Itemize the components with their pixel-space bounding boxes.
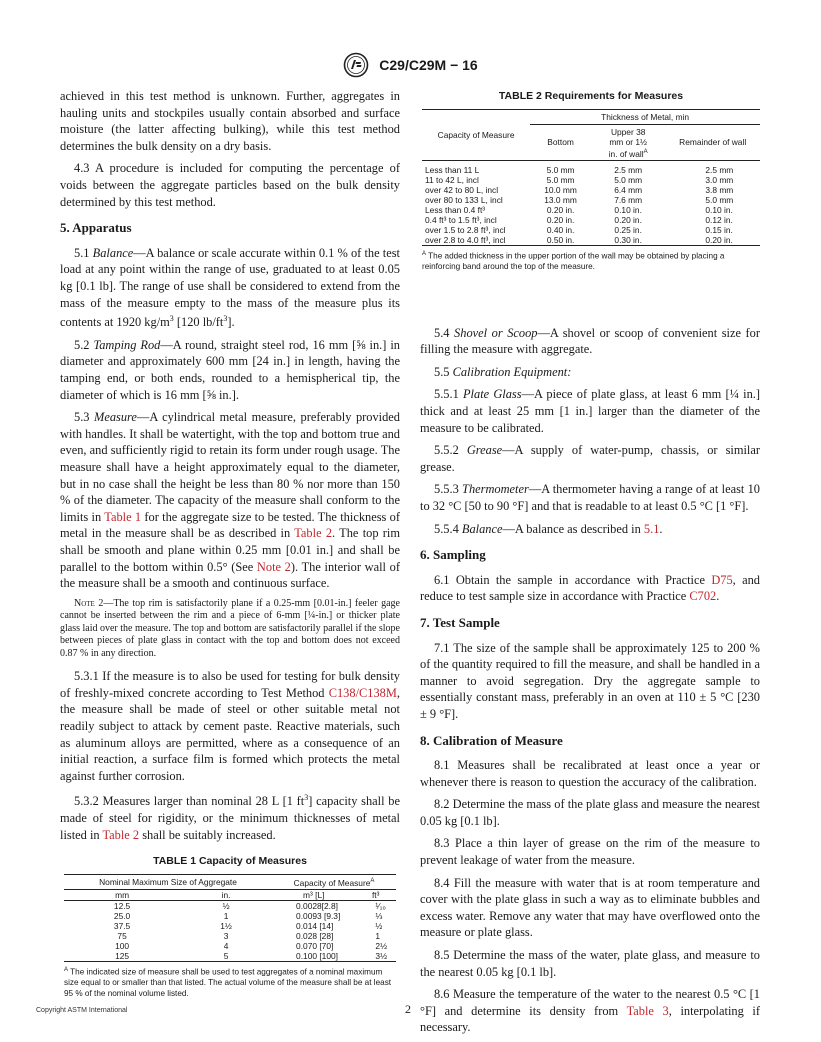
copyright-footer: Copyright ASTM International [36,1007,128,1014]
table-1-header-nominal: Nominal Maximum Size of Aggregate [64,874,272,889]
table-2-footnote: $^A$ The added thickness in the upper portion of the wall may be obtained by placing a reinforcing band around the top of the measure. [422,250,725,272]
paragraph-5-5-3: 5.5.3 Thermometer—A thermometer having a range of at least 10 to 32 °C [50 to 90 °F] and that is readable to at least 0.5 °C [1 °F]. [420,482,760,513]
table-2-header-remainder: Remainder of wall [679,137,747,148]
table-row: 37.5 1½ 0.014 [14] ½ [113,920,383,931]
note-2: Note 2—The top rim is satisfactorily plane if a 0.25-mm [0.01-in.] feeler gage cannot be inserted between the rim and a piece of 6-mm [¼-in.] or thicker plate glass laid over the measure. The top and bottom are satisfactorily parallel if the slope between pieces of plate glass in contact with the top and bottom does not exceed 0.87 % in any direction. [60,597,400,659]
paragraph-6-1: 6.1 Obtain the sample in accordance with Practice D75, and reduce to test sample size in accordance with Practice C702. [420,572,760,604]
table-row: 11 to 42 L, incl 5.0 mm 5.0 mm 3.0 mm [425,174,734,185]
paragraph-8-1: 8.1 Measures shall be recalibrated at least once a year or whenever there is reason to question the accuracy of the calibration. [420,758,760,789]
paragraph-4-2-continued: achieved in this test method is unknown. Further, aggregates in hauling units and stockpiles usually contain absorbed and surface moisture (the latter affecting bulking), while this test method determines the bulk density on a dry basis. [60,89,400,153]
table-3-link[interactable]: Table 3 [626,1003,669,1018]
table-1-footnote: $^A$ The indicated size of measure shall be used to test aggregates of a nominal maximum size equal to or smaller than that listed. The actual volume of the measure shall be at least 95 % of the nominal volume listed. [64,966,392,998]
page-header [0,52,821,78]
table-row: Less than 11 L 5.0 mm 2.5 mm 2.5 mm [425,164,734,175]
table-row: 75 3 0.028 [28] 1 [117,930,381,941]
table-2-link-2[interactable]: Table 2 [102,827,140,842]
page-number: 2 [405,1002,411,1016]
section-5-heading: 5. Apparatus [60,220,132,236]
paragraph-5-5-2: 5.5.2 Grease—A supply of water-pump, chassis, or similar grease. [420,443,760,474]
table-1-title: TABLE 1 Capacity of Measures [153,855,307,868]
table-row: 0.4 ft³ to 1.5 ft³, incl 0.20 in. 0.20 in. 0.12 in. [425,214,733,225]
table-1-header-capacity: Capacity of Measure$^A$ [272,874,396,889]
paragraph-5-4: 5.4 Shovel or Scoop—A shovel or scoop of convenient size for filling the measure with aggregate. [420,325,760,357]
paragraph-8-2: 8.2 Determine the mass of the plate glass and measure the nearest 0.05 kg [0.1 lb]. [420,797,760,828]
table-row: over 80 to 133 L, incl 13.0 mm 7.6 mm 5.0 mm [425,194,734,205]
table-row: over 42 to 80 L, incl 10.0 mm 6.4 mm 3.8 mm [425,184,734,195]
table-2-header-capacity: Capacity of Measure [422,109,530,161]
table-2-header-bottom: Bottom [547,137,574,148]
paragraph-5-2: 5.2 Tamping Rod—A round, straight steel rod, 16 mm [⅝ in.] in diameter and approximately 600 mm [24 in.] in length, having the tamping end, or both ends, rounded to a hemispherical tip, the diameter of which is 16 mm [⅝ in.]. [60,337,400,402]
paragraph-8-6: 8.6 Measure the temperature of the water to the nearest 0.5 °C [1 °F] and determine its density from Table 3, interpolating if necessary. [420,987,760,1035]
table-row: 125 5 0.100 [100] 3½ [64,951,396,962]
paragraph-8-3: 8.3 Place a thin layer of grease on the rim of the measure to prevent leakage of water from the measure. [420,836,760,868]
note-2-link[interactable]: Note 2 [256,559,291,574]
table-row: over 1.5 to 2.8 ft³, incl 0.40 in. 0.25 in. 0.15 in. [425,224,733,235]
table-2-link[interactable]: Table 2 [294,526,333,541]
table-2-title: TABLE 2 Requirements for Measures [498,90,684,102]
paragraph-5-5-1: 5.5.1 Plate Glass—A piece of plate glass, at least 6 mm [¼ in.] thick and at least 25 mm [1 in.] larger than the diameter of the measure to be calibrated. [420,387,760,435]
standard-designation: C29/C29M − 16 [379,57,478,73]
paragraph-8-5: 8.5 Determine the mass of the water, plate glass, and measure to the nearest 0.05 kg [0.1 lb]. [420,948,760,979]
section-5-1-link[interactable]: 5.1 [643,521,660,536]
right-column [420,88,760,1042]
section-6-heading: 6. Sampling [420,547,486,563]
table-1-link[interactable]: Table 1 [104,509,142,524]
c138-link[interactable]: C138/C138M [328,685,397,700]
c702-link[interactable]: C702 [689,589,717,604]
table-row: 12.5 ½ 0.0028[2.8] ¹⁄₁₀ [113,900,386,911]
section-7-heading: 7. Test Sample [420,614,500,630]
paragraph-5-3: 5.3 Measure—A cylindrical metal measure, preferably provided with handles. It shall be watertight, with the top and bottom true and even, and sufficiently rigid to retain its form under rough usage. The measure shall have a height approximately equal to the diameter, but in no case shall the height be less than 80 % nor more than 150 % of the diameter. The capacity of the measure shall conform to the limits in Table 1 for the aggregate size to be tested. The thickness of metal in the measure shall be as described in Table 2. The top rim shall be smooth and plane within 0.25 mm [0.01 in.] and shall be parallel to the bottom within 0.5° (See Note 2). The interior wall of the measure shall be a smooth and continuous surface. [60,410,400,591]
astm-logo-icon [343,52,369,78]
paragraph-5-3-2: 5.3.2 Measures larger than nominal 28 L [1 $ft^3$] capacity shall be made of steel for rigidity, or the minimum thicknesses of metal listed in Table 2 shall be suitably increased. [60,793,400,842]
table-1-units-row: mm in. m³ [L] ft³ [64,889,396,900]
table-row: 100 4 0.070 [70] 2½ [115,940,388,951]
table-2 [420,88,760,273]
table-row: over 2.8 to 4.0 ft³, incl 0.50 in. 0.30 in. 0.20 in. [422,235,760,246]
table-row: Less than 0.4 ft³ 0.20 in. 0.10 in. 0.10 in. [425,204,733,215]
table-2-header-thickness: Thickness of Metal, min [530,109,760,124]
paragraph-7-1: 7.1 The size of the sample shall be approximately 125 to 200 % of the quantity required to fill the measure, and shall be handled in a manner to avoid segregation. Dry the aggregate sample to essentially constant mass, preferably in an oven at 110 ± 5 °C [230 ± 9 °F]. [420,640,760,721]
paragraph-5-5-4: 5.5.4 Balance—A balance as described in 5.1. [434,521,663,536]
table-2-header-upper: Upper 38 mm or 1½ in. of wall$^A$ [608,126,648,159]
table-row: 25.0 1 0.0093 [9.3] ⅓ [113,910,383,921]
paragraph-4-3: 4.3 A procedure is included for computing the percentage of voids between the aggregate particles based on the bulk density determined by this test method. [60,161,400,209]
left-column [60,88,400,999]
table-2-grid [422,109,760,246]
paragraph-5-3-1: 5.3.1 If the measure is to also be used for testing for bulk density of freshly-mixed concrete according to Test Method C138/C138M, the measure shall be made of steel or other suitable metal not readily subject to attack by cement paste. Reactive materials, such as aluminum alloys are permitted, where as a consequence of an initial reaction, a surface film is formed which protects the metal against further corrosion. [60,669,400,783]
d75-link[interactable]: D75 [711,572,733,587]
table-1-grid [64,874,396,962]
paragraph-8-4: 8.4 Fill the measure with water that is at room temperature and cover with the plate glass in such a way as to eliminate bubbles and excess water. Remove any water that may have overflowed onto the measure or plate glass. [420,875,760,940]
paragraph-5-5: 5.5 Calibration Equipment: [434,364,572,379]
section-8-heading: 8. Calibration of Measure [420,732,563,748]
table-1 [60,853,400,999]
paragraph-5-1: 5.1 Balance—A balance or scale accurate within 0.1 % of the test load at any point within the range of use, graduated to at least 0.05 kg [0.1 lb]. The range of use shall be considered to extend from the mass of the measure empty to the mass of the measure plus its contents at 1920 $kg/m^3$ [120 $lb/ft^3$]. [60,245,400,330]
